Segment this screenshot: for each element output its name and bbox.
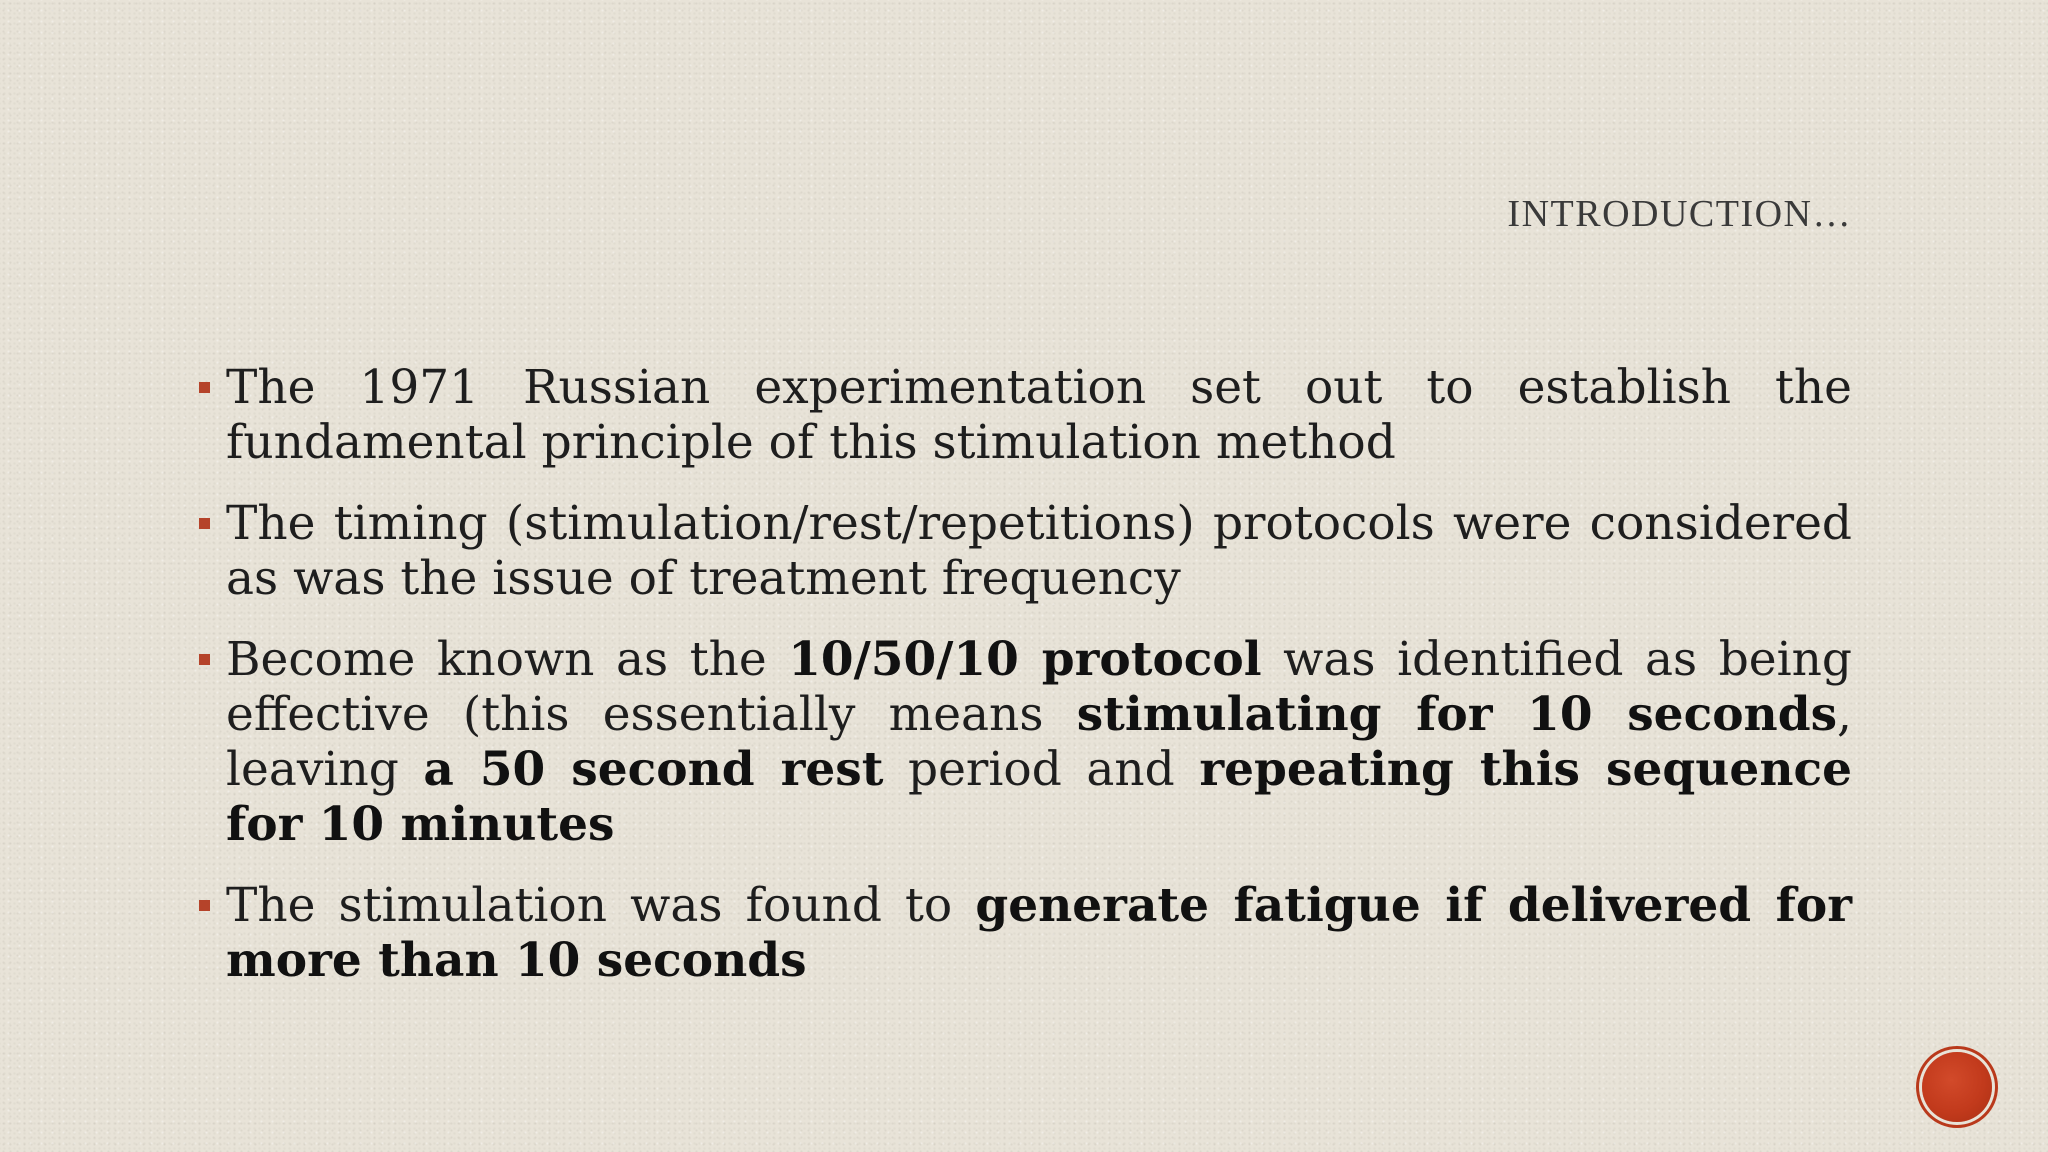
bullet-text [226, 878, 1852, 988]
bullet-text [226, 360, 1852, 470]
square-bullet-icon [199, 382, 210, 393]
square-bullet-icon [199, 518, 210, 529]
bold-segment: 10/50/10 protocol [788, 632, 1262, 687]
bullet-item [196, 496, 1852, 606]
text-segment: period and [883, 742, 1200, 797]
bullet-text [226, 632, 1852, 852]
text-segment: , leaving [226, 687, 1852, 797]
square-bullet-icon [199, 654, 210, 665]
text-segment: The 1971 Russian experimentation set out to establish the fundamental principle of this stimulation method [226, 360, 1852, 470]
bold-segment: stimulating for 10 seconds [1076, 687, 1838, 742]
text-segment: Become known as the [226, 632, 789, 687]
bullet-list [196, 360, 1852, 1014]
bullet-item [196, 360, 1852, 470]
square-bullet-icon [199, 900, 210, 911]
bullet-text [226, 496, 1852, 606]
bold-segment: repeating this sequence for 10 minutes [226, 742, 1853, 852]
text-segment: was identified as being effective (this essentially means [226, 632, 1853, 742]
bold-segment: generate fatigue if delivered for more than 10 seconds [226, 878, 1852, 988]
bullet-item [196, 632, 1852, 852]
text-segment: The timing (stimulation/rest/repetitions) protocols were considered as was the issue of treatment frequency [226, 496, 1852, 606]
bullet-item [196, 878, 1852, 988]
decorative-circle-icon [1922, 1052, 1992, 1122]
text-segment: The stimulation was found to [226, 878, 976, 933]
slide-title: INTRODUCTION… [1507, 193, 1852, 235]
bold-segment: a 50 second rest [423, 742, 884, 797]
